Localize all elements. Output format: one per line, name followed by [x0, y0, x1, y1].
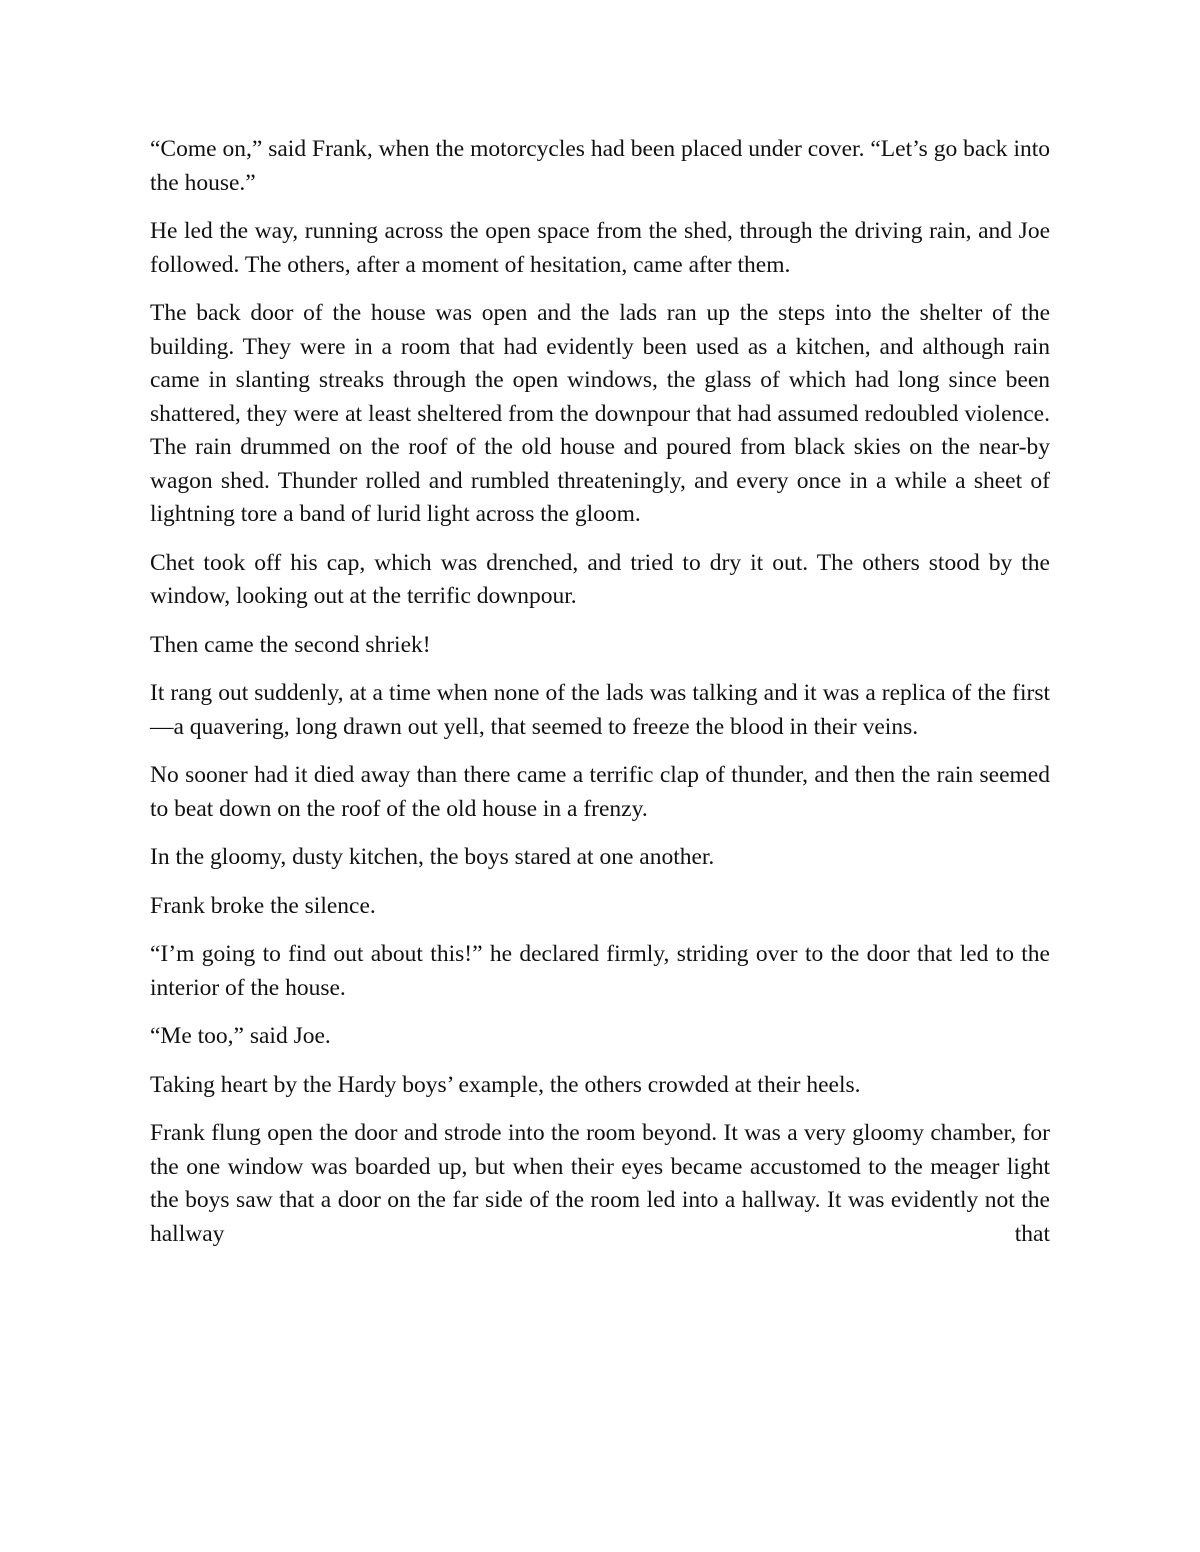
paragraph: Then came the second shriek!	[150, 631, 431, 658]
paragraph: Frank flung open the door and strode into the room beyond. It was a very gloomy chamber, for the one window was boarded up, but when their eyes became accustomed to the meager light the boys saw that a door on the far side of the room led into a hallway. It was evidently not the hallway that	[150, 1120, 1050, 1247]
paragraph: No sooner had it died away than there came a terrific clap of thunder, and then the rain seemed to beat down on the roof of the old house in a frenzy.	[150, 762, 1050, 822]
paragraph: Frank broke the silence.	[150, 892, 376, 919]
paragraph: It rang out suddenly, at a time when none of the lads was talking and it was a replica of the first—a quavering, long drawn out yell, that seemed to freeze the blood in their veins.	[150, 680, 1050, 740]
paragraph: “I’m going to find out about this!” he declared firmly, striding over to the door that led to the interior of the house.	[150, 941, 1050, 1001]
paragraph: The back door of the house was open and the lads ran up the steps into the shelter of the building. They were in a room that had evidently been used as a kitchen, and although rain came in slanting streaks through the open windows, the glass of which had long since been shattered, they were at least sheltered from the downpour that had assumed redoubled violence. The rain drummed on the roof of the old house and poured from black skies on the near-by wagon shed. Thunder rolled and rumbled threateningly, and every once in a while a sheet of lightning tore a band of lurid light across the gloom.	[150, 300, 1050, 527]
paragraph: Chet took off his cap, which was drenched, and tried to dry it out. The others stood by the window, looking out at the terrific downpour.	[150, 549, 1050, 609]
page-text-block	[150, 133, 1050, 1251]
paragraph: “Come on,” said Frank, when the motorcycles had been placed under cover. “Let’s go back into the house.”	[150, 136, 1050, 196]
paragraph: “Me too,” said Joe.	[150, 1023, 331, 1049]
paragraph: In the gloomy, dusty kitchen, the boys stared at one another.	[150, 844, 715, 870]
paragraph: Taking heart by the Hardy boys’ example, the others crowded at their heels.	[150, 1071, 861, 1098]
paragraph: He led the way, running across the open space from the shed, through the driving rain, and Joe followed. The others, after a moment of hesitation, came after them.	[150, 218, 1050, 278]
